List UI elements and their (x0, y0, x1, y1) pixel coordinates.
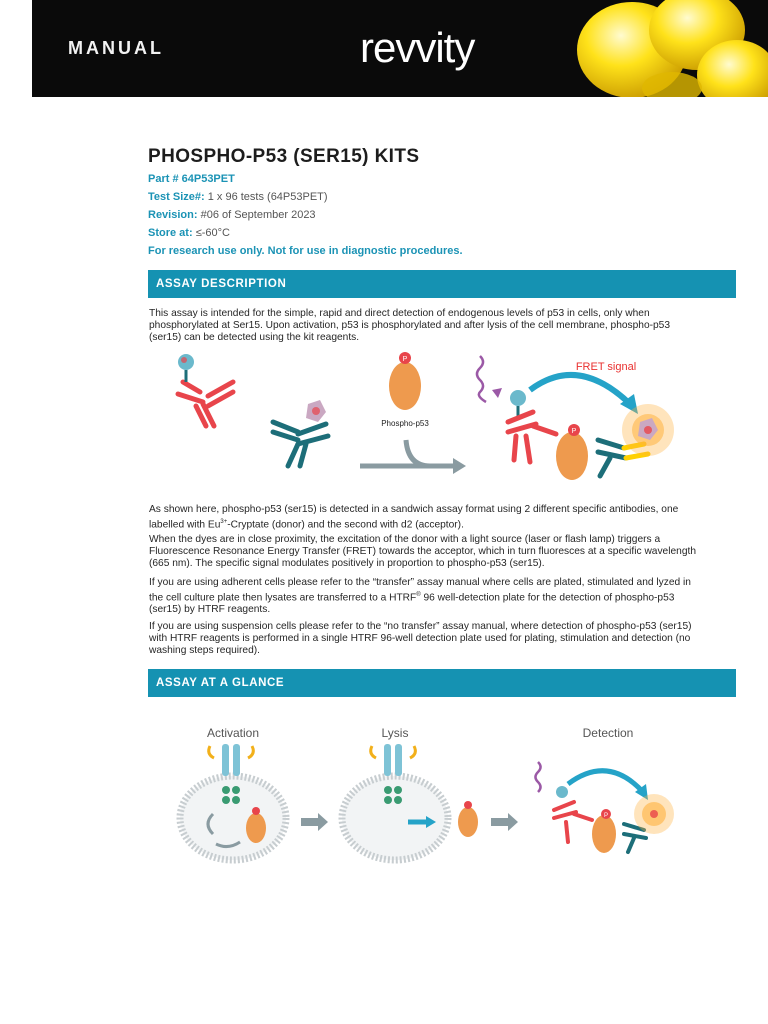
storage (148, 227, 738, 240)
adherent-text-b: 96 well-detection plate for the detection of phospho-p53 (ser15) by HTRF reagents. (149, 592, 675, 616)
part-number (148, 173, 738, 186)
p-badge: P (603, 813, 609, 819)
revision-value: #06 of September 2023 (200, 209, 316, 221)
research-use-note: For research use only. Not for use in diagnostic procedures. (148, 245, 463, 257)
decorative-yellow-blobs (522, 0, 768, 97)
revision (148, 209, 738, 222)
arrow-icon (301, 813, 328, 831)
detection-complex-icon (536, 762, 675, 853)
sandwich-assay-figure (148, 344, 688, 484)
test-size-key: Test Size#: (148, 191, 205, 203)
lysis-cell-icon (342, 744, 448, 860)
fret-signal-label: FRET signal (575, 361, 637, 373)
assay-at-a-glance-figure (148, 718, 688, 868)
test-size (148, 191, 738, 204)
phospho-p53-label: Phospho-p53 (381, 419, 429, 428)
title-block (148, 146, 738, 258)
donor-antibody-icon (178, 354, 233, 426)
phospho-p53-protein-icon (381, 352, 429, 428)
brand-text: revvity (360, 24, 475, 71)
intro-paragraph: This assay is intended for the simple, rapid and direct detection of endogenous levels of p53 in cells, only when phosphorylated at Ser15. Upon activation, p53 is phosphorylated and after lysis of the cell membrane, phospho-p53 (ser15) can be detected using the kit reagents. (149, 308, 671, 343)
store-value: ≤-60°C (195, 227, 230, 239)
fret-complex-icon (477, 356, 674, 480)
p-badge: P (571, 428, 577, 435)
detection-label: Detection (582, 726, 634, 740)
section-assay-description: ASSAY DESCRIPTION (148, 270, 736, 298)
process-arrow-icon (360, 440, 466, 474)
page-title: PHOSPHO-P53 (SER15) KITS (148, 146, 420, 167)
test-size-value: 1 x 96 tests (64P53PET) (207, 191, 328, 203)
lysis-label: Lysis (381, 726, 409, 740)
part-label: Part # 64P53PET (148, 173, 235, 185)
sandwich-text-a: As shown here, phospho-p53 (ser15) is detected in a sandwich assay format using 2 different specific antibodies, one labelled with Eu (149, 504, 679, 531)
revvity-logo (360, 20, 540, 80)
arrow-icon (491, 813, 518, 831)
manual-label: MANUAL (68, 38, 164, 58)
section-assay-at-a-glance: ASSAY AT A GLANCE (148, 669, 736, 697)
adherent-superscript: ® (416, 592, 421, 598)
activation-label: Activation (206, 726, 260, 740)
released-protein-icon (458, 801, 478, 837)
adherent-text-a: If you are using adherent cells please refer to the “transfer” assay manual where cells are plated, stimulated and lyzed in the cell culture plate then lysates are transferred to a HTRF (149, 577, 691, 604)
header-band (32, 0, 768, 97)
revision-key: Revision: (148, 209, 198, 221)
p-badge: P (402, 356, 408, 363)
adherent-paragraph (149, 577, 705, 616)
sandwich-paragraph (149, 504, 705, 531)
suspension-paragraph: If you are using suspension cells please refer to the “no transfer” assay manual, where detection of phospho-p53 (ser15) with HTRF reagents is performed in a single HTRF 96-well detection plate used for plating, stimulation and detection (no washing steps required). (149, 621, 692, 656)
fret-paragraph: When the dyes are in close proximity, the excitation of the donor with a light source (laser or flash lamp) triggers a Fluorescence Resonance Energy Transfer (FRET) towards the acceptor, which in turn fluoresces at a specific wavelength (665 nm). The specific signal modulates positively in proportion to phospho-p53 (ser15). (149, 534, 696, 569)
sandwich-superscript: 3+ (220, 519, 228, 525)
store-key: Store at: (148, 227, 193, 239)
acceptor-antibody-icon (273, 400, 328, 466)
sandwich-text-b: -Cryptate (donor) and the second with d2 (acceptor). (227, 519, 464, 531)
activation-cell-icon (180, 744, 286, 860)
